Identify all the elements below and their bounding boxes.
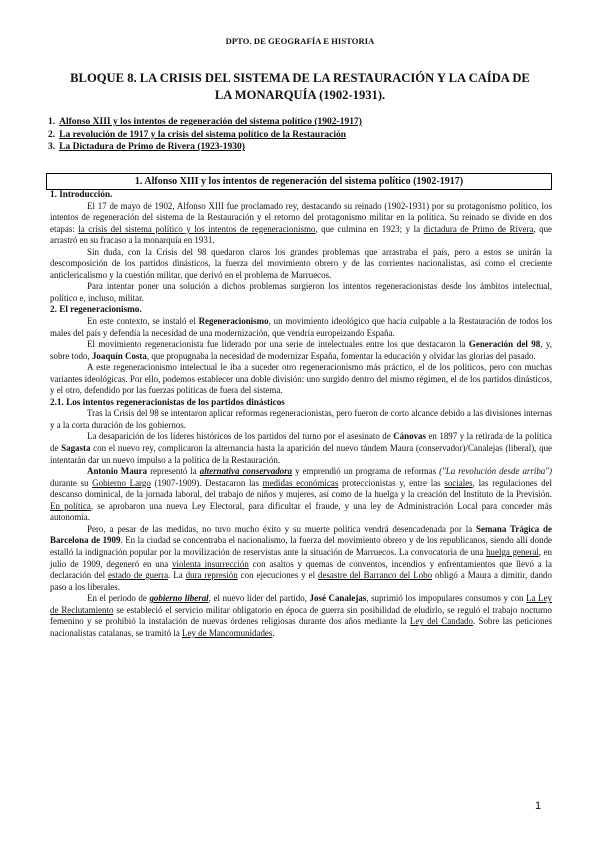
department-header: DPTO. DE GEOGRAFÍA E HISTORIA [225, 36, 375, 46]
paragraph: El movimiento regeneracionista fue liderado por una serie de intelectuales entre los que destacaron la Generación del 98, y, sobre todo, Joaquín Costa, que propugnaba la necesidad de modernizar España, fomentar la educación y olvidar las glorias del pasado. [50, 339, 552, 361]
toc-link[interactable]: La Dictadura de Primo de Rivera (1923-1930) [59, 142, 245, 153]
section-title-box: 1. Alfonso XIII y los intentos de regeneración del sistema político (1902-1917) [46, 173, 552, 190]
toc-number: 2. [48, 129, 56, 140]
underlined-term: sociales [444, 477, 473, 488]
title-line-2: LA MONARQUÍA (1902-1931). [214, 88, 386, 102]
toc-number: 3. [48, 142, 56, 153]
bold-term: Sagasta [61, 443, 91, 454]
toc-number: 1. [48, 117, 56, 127]
underlined-term: Ley de Mancomunidades [182, 627, 273, 638]
underlined-term: desastre del Barranco del Lobo [318, 570, 433, 581]
paragraph: Pero, a pesar de las medidas, no tuvo mucho éxito y su muerte política vendrá desencadenada por la Semana Trágica de Barcelona de 1909. En la ciudad se concentraba el nacionalismo, la fuerza del movimiento obrero y de los republicanos, siendo allí donde estalló la indignación popular por la movilización de reservistas ante la situación de Marruecos. La convocatoria de una huelga general, en julio de 1909, degeneró en una violenta insurrección con asaltos y quemas de conventos, incendios y enfrentamientos que llevó a la declaración del estado de guerra. La dura represión con ejecuciones y el desastre del Barranco del Lobo obligó a Maura a dimitir, dando paso a los liberales. [50, 523, 553, 592]
underlined-term: En política [50, 500, 91, 511]
underlined-term: huelga general [486, 546, 539, 557]
bold-term: Generación del 98 [468, 339, 541, 350]
bold-italic-term: gobierno liberal [149, 593, 209, 604]
paragraph: En este contexto, se instaló el Regeneracionismo, un movimiento ideológico que hacía culpable a la Restauración de todos los males del país y defendía la necesidad de una modernización, que vendría europeizando España. [50, 316, 552, 338]
page-number: 1 [535, 800, 542, 812]
underlined-term: Gobierno Largo [92, 477, 151, 488]
heading-introduccion: 1. Introducción. [50, 189, 113, 199]
paragraph: Para intentar poner una solución a dichos problemas surgieron los intentos regeneracionistas desde los ámbitos intelectual, político e, incluso, militar. [50, 281, 552, 303]
bold-italic-term: alternativa conservadora [199, 466, 293, 477]
bold-term: Cánovas [393, 431, 426, 442]
bold-term: José Canalejas [309, 593, 367, 604]
page-title [60, 70, 540, 104]
heading-regeneracionismo: 2. El regeneracionismo. [50, 304, 142, 315]
bold-term: Antonio Maura [87, 466, 148, 477]
underlined-term: la crisis del sistema político y los intentos de regeneracionismo [78, 223, 316, 234]
toc-link[interactable]: La revolución de 1917 y la crisis del sistema político de la Restauración [59, 129, 347, 140]
paragraph: A este regeneracionismo intelectual le iba a suceder otro regeneracionismo más práctico, el de los políticos, pero con muchas variantes ideológicas. Por ello, podemos establecer una doble división: uno surgido dentro del mismo régimen, el de los partidos dinásticos, y el otro, defendido por las fuerzas políticas de fuera del sistema. [50, 362, 552, 396]
paragraph: Tras la Crisis del 98 se intentaron aplicar reformas regeneracionistas, pero fueron de corto alcance debido a las divisiones internas y a la corta duración de los gobiernos. [50, 408, 552, 430]
heading-partidos-dinasticos: 2.1. Los intentos regeneracionistas de los partidos dinásticos [50, 396, 285, 407]
toc-item[interactable] [48, 116, 548, 129]
underlined-term: La Ley de Reclutamiento [50, 593, 552, 615]
paragraph: Antonio Maura representó la alternativa conservadora y emprendió un programa de reformas ("La revolución desde arriba") durante su Gobierno Largo (1907-1909). Destacaron las medidas económicas proteccionistas y, entre las sociales, las regulaciones del descanso dominical, de la jornada laboral, del trabajo de niños y mujeres, así como de la huelga y la creación del Instituto de la Previsión. En política, se aprobaron una nueva Ley Electoral, para dificultar el fraude, y una ley de Administración Local para conceder más autonomía. [50, 466, 553, 523]
bold-term: Regeneracionismo [198, 316, 269, 327]
bold-term: Semana Trágica de Barcelona de 1909 [50, 523, 552, 546]
underlined-term: medidas económicas [262, 477, 339, 488]
document-body [50, 189, 552, 639]
bold-term: Joaquín Costa [91, 350, 147, 361]
paragraph: El 17 de mayo de 1902, Alfonso XIII fue proclamado rey, destacando su reinado (1902-1931) por su protagonismo político, los intentos de regeneración del sistema de la Restauración y el retorno del protagonismo militar en la política. Su reinado se divide en dos etapas: la crisis del sistema político y los intentos de regeneracionismo, que culmina en 1923; y la dictadura de Primo de Rivera, que arrastró en su fracaso a la monarquía en 1931. [50, 200, 553, 246]
toc-link[interactable]: Alfonso XIII y los intentos de regeneración del sistema político (1902-1917) [59, 117, 362, 127]
underlined-term: estado de guerra [108, 570, 169, 581]
underlined-term: dictadura de Primo de Rivera [423, 223, 534, 234]
underlined-term: violenta insurrección [172, 558, 249, 569]
toc-item[interactable] [48, 141, 548, 154]
paragraph: Sin duda, con la Crisis del 98 quedaron claros los grandes problemas que arrastraba el país, pero a estos se unirán la descomposición de los partidos dinásticos, la fuerza del movimiento obrero y de las corrientes nacionalistas, así como el creciente anticlericalismo y la cuestión militar, que derivó en el problema de Marruecos. [50, 246, 552, 280]
toc-item[interactable] [48, 129, 548, 142]
paragraph: En el periodo de gobierno liberal, el nuevo líder del partido, José Canalejas, suprimió los impopulares consumos y con La Ley de Reclutamiento se estableció el servicio militar obligatorio en época de guerra sin posibilidad de eludirlo, se reguló el trabajo nocturno femenino y se prohibió la instalación de nuevas órdenes religiosas durante dos años mediante la Ley del Candado. Sobre las peticiones nacionalistas catalanas, se tramitó la Ley de Mancomunidades. [50, 593, 552, 638]
title-line-1: BLOQUE 8. LA CRISIS DEL SISTEMA DE LA RESTAURACIÓN Y LA CAÍDA DE [70, 71, 530, 85]
paragraph: La desaparición de los líderes históricos de los partidos del turno por el asesinato de Cánovas en 1897 y la retirada de la política de Sagasta con el nuevo rey, complicaron la alternancia hasta la aparición del nuevo tándem Maura (conservador)/Canalejas (liberal), que intentarán dar un nuevo impulso a la política de la Restauración. [50, 431, 553, 465]
underlined-term: dura represión [185, 570, 238, 581]
underlined-term: Ley del Candado [409, 616, 473, 627]
italic-quote: ("La revolución desde arriba") [439, 466, 552, 477]
table-of-contents [48, 116, 548, 154]
